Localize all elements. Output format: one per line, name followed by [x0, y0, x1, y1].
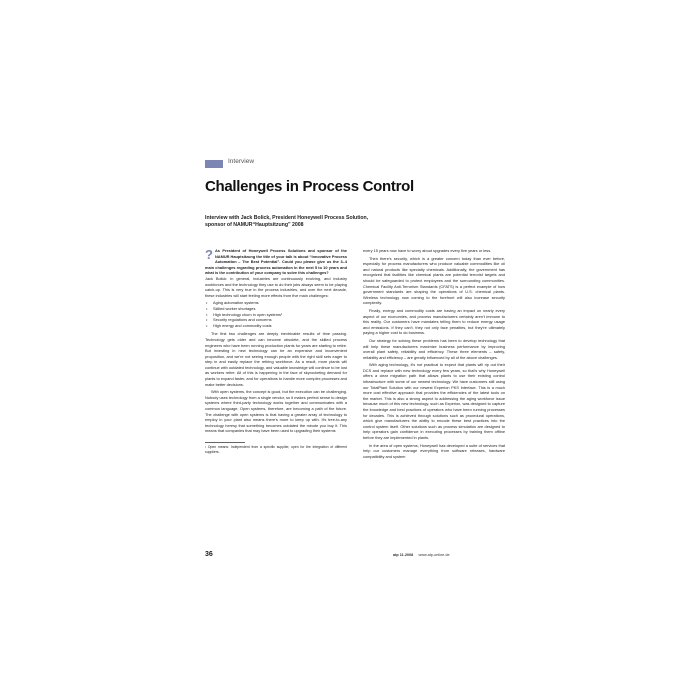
- magazine-page: [205, 135, 505, 565]
- list-item: • High technology churn in open systems¹: [205, 312, 347, 318]
- footnote: ¹ Open means: Independent from a specific supplier, open for the integration of different suppliers.: [205, 445, 347, 454]
- article-intro: Interview with Jack Bolick, President Honeywell Process Solution, sponsor of NAMUR“Hauptsitzung” 2008: [205, 215, 369, 228]
- question-block: [205, 248, 347, 276]
- question-mark-icon: ?: [205, 247, 213, 262]
- section-label: Interview: [228, 158, 255, 165]
- paragraph: Finally, energy and commodity costs are having an impact on nearly every aspect of our economies, and process manufacturers certainly aren't immune to this reality. Our customers have mandates telling them to reduce energy usage and emissions. If they can't, they not only face penalties, but they're ultimately paying a higher cost to do business.: [363, 307, 505, 336]
- issue-label: atp 11.2008: [393, 553, 414, 557]
- paragraph: With aging technology, it's not practical to expect that plants will rip out their DCS and replace with new technology every few years, so that's why Honeywell offers a clear migration path that allows plants to use their existing control infrastructure with some of our newest technology. We have customers still using our TotalPlant Solution with our newest Experion PKS Interface. This is a much more cost effective approach that provides the efficiencies of the latest tools on the market. This is also a strong aspect to addressing the aging workforce issue because much of this new technology, such as Experion, was designed to capture the knowledge and best practices of operators who have been running processes for decades. This is achieved through solutions such as procedural operations, which give manufacturers the ability to encode these best practices into the control system itself. Other solutions such as process simulation are designed to help operators gain confidence in executing processes by training them offline before they are implemented in plants.: [363, 362, 505, 440]
- paragraph: Our strategy for solving these problems has been to develop technology that will help these manufacturers maximize business performance by improving overall plant safety, reliability and efficiency. These three elements – safety, reliability and efficiency – are greatly influenced by all of the above challenges.: [363, 337, 505, 360]
- list-item: • High energy and commodity costs: [205, 323, 347, 329]
- paragraph: The first two challenges are deeply inextricable results of time passing. Technology gets older and can become obsolete, and the skilled process engineers who have been running production plants for years are starting to retire. But investing in new technology can be an expensive and inconvenient proposition, and we're not seeing enough people with the right skill sets eager to step in and easily replace the retiring workforce. As a result, more plants will continue with outdated technology, and valuable knowledge will continue to be lost as workers retire. All of this is happening in the face of skyrocketing demand for plants to expand faster, and for operations to handle more complex processes and make better decisions.: [205, 331, 347, 387]
- right-column: [363, 248, 505, 461]
- website-link[interactable]: www.atp-online.de: [418, 553, 450, 557]
- paragraph: Then there's security, which is a greater concern today than ever before, especially for process manufacturers who produce valuable commodities like oil and natural products like specialty chemicals. Additionally, the government has recognized that facilities like chemical plants are potential terrorist targets and should be safeguarded to protect employees and the surrounding communities. Chemical Facility Anti-Terrorism Standards (CFATS) is a perfect example of how government standards are shaping the operations of U.S. chemical plants. Wireless technology now coming to the forefront will also increase security complexity.: [363, 255, 505, 306]
- challenge-list: [205, 300, 347, 328]
- left-column: [205, 248, 347, 454]
- footer-info: [393, 553, 450, 557]
- question-text: As President of Honeywell Process Solutions and sponsor of the NAMUR Hauptsitzung the title of your talk is about “Innovative Process Automation – The Best Potential”. Could you please give us the 3–4 main challenges regarding process automation in the next 5 to 10 years and what is the contribution of your company to solve this challenges?: [205, 248, 347, 276]
- article-title: Challenges in Process Control: [205, 178, 414, 195]
- list-item: • Security regulations and concerns: [205, 317, 347, 323]
- paragraph: With open systems, the concept is good, but the execution can be challenging. Nobody uses technology from a single vendor, so it makes perfect sense to design systems where third-party technology works together and communicates with a common language. Open systems, therefore, are becoming a path of the future. The challenge with open systems is that having a greater array of technology to employ in your plant also means there's more to keep up with. It's tree-to-any technology heresy that something becomes outdated the minute you buy it. This means that companies that may have been used to upgrading their systems: [205, 389, 347, 434]
- answer-intro: Jack Bolick: In general, industries are continuously evolving, and industry workforces and the technology they use to do their jobs always seem to be playing catch-up. This is very true in the process industries, and over the next decade, these industries will start feeling more effects from five main challenges:: [205, 275, 347, 298]
- paragraph: every 15 years now have to worry about upgrades every five years or less.: [363, 248, 492, 253]
- paragraph: In the area of open systems, Honeywell has developed a suite of services that help our customers manage everything from software releases, hardware compatibility and system: [363, 442, 505, 459]
- page-number: 36: [205, 551, 213, 558]
- footnote-divider: [205, 442, 245, 443]
- list-item: • Aging automation systems: [205, 300, 347, 306]
- section-marker-bar: [205, 160, 223, 168]
- list-item: • Skilled worker shortages: [205, 306, 347, 312]
